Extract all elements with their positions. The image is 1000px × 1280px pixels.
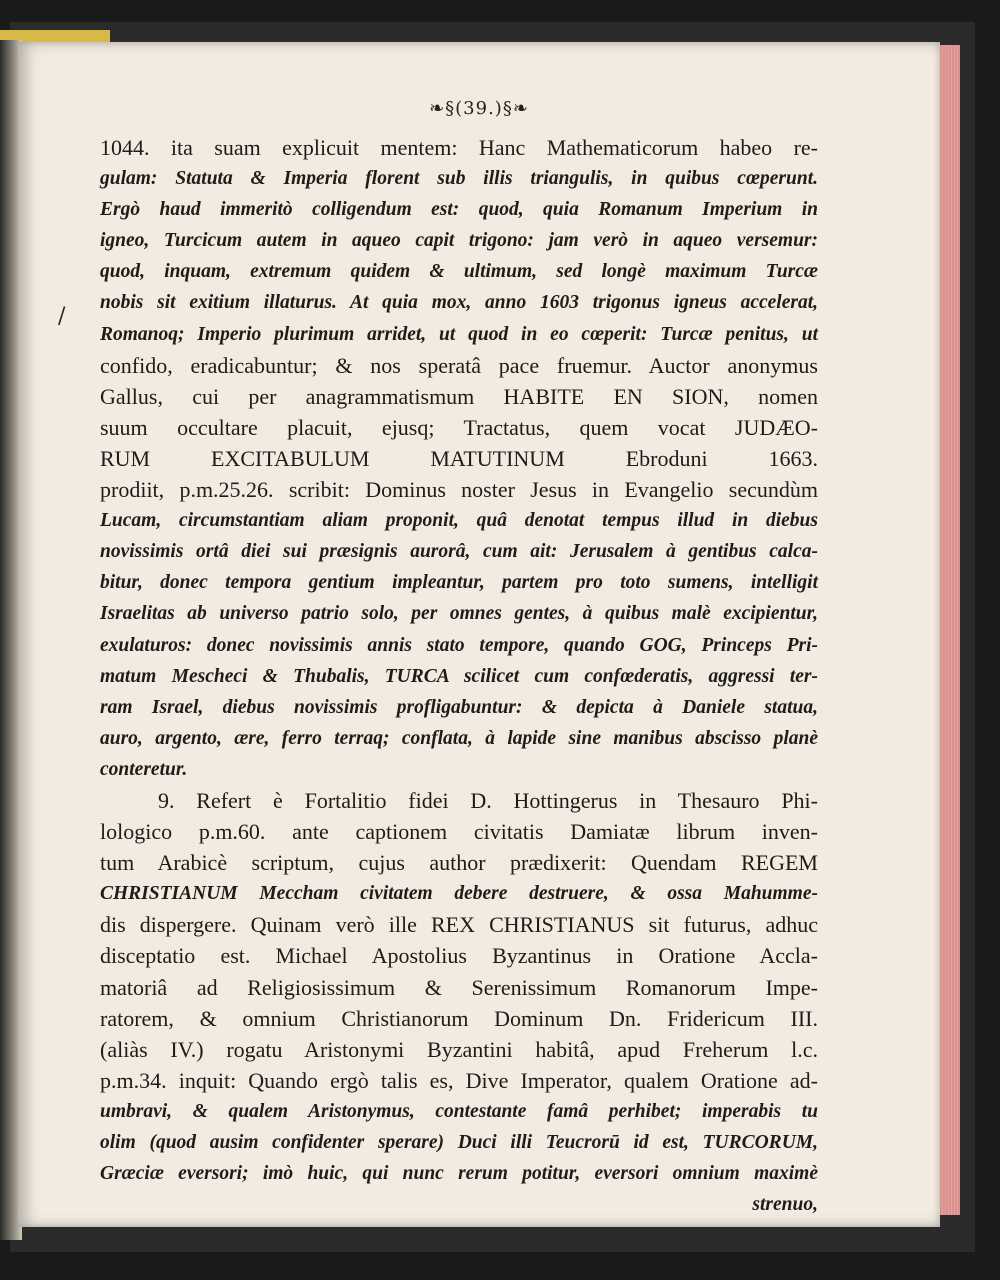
text-line: auro, argento, ære, ferro terraq; conflata, à lapide sine manibus abscisso planè	[100, 727, 818, 749]
text-line: 9. Refert è Fortalitio fidei D. Hottingerus in Thesauro Phi-	[158, 787, 818, 813]
text-line: disceptatio est. Michael Apostolius Byzantinus in Oratione Accla-	[100, 943, 818, 969]
text-line: novissimis ortâ diei sui præsignis aurorâ, cum ait: Jerusalem à gentibus calca-	[100, 541, 818, 563]
text-line: quod, inquam, extremum quidem & ultimum, sed longè maximum Turcæ	[100, 261, 818, 283]
text-line: ram Israel, diebus novissimis profligabuntur: & depicta à Daniele statua,	[100, 696, 818, 718]
text-line: nobis sit exitium illaturus. At quia mox, anno 1603 trigonus igneus accelerat,	[100, 292, 818, 314]
book-page	[18, 42, 940, 1227]
text-line: matoriâ ad Religiosissimum & Serenissimum Romanorum Impe-	[100, 974, 818, 1000]
text-line: gulam: Statuta & Imperia florent sub illis triangulis, in quibus cœperunt.	[100, 168, 818, 190]
text-line: confido, eradicabuntur; & nos speratâ pace fruemur. Auctor anonymus	[100, 352, 818, 378]
running-head-page-number: ❧§(39.)§❧	[429, 98, 529, 119]
text-block	[100, 132, 818, 1220]
text-line: Romanoq; Imperio plurimum arridet, ut quod in eo cœperit: Turcæ penitus, ut	[100, 323, 818, 345]
text-line: prodiit, p.m.25.26. scribit: Dominus noster Jesus in Evangelio secundùm	[100, 477, 818, 503]
text-line: Lucam, circumstantiam aliam proponit, quâ denotat tempus illud in diebus	[100, 510, 818, 532]
text-line: umbravi, & qualem Aristonymus, contestante famâ perhibet; imperabis tu	[100, 1100, 818, 1122]
text-line: ratorem, & omnium Christianorum Dominum Dn. Fridericum III.	[100, 1005, 818, 1031]
text-line: strenuo,	[752, 1194, 818, 1216]
text-line: Ergò haud immeritò colligendum est: quod, quia Romanum Imperium in	[100, 199, 818, 221]
text-line: 1044. ita suam explicuit mentem: Hanc Mathematicorum habeo re-	[100, 135, 818, 160]
text-line: RUM EXCITABULUM MATUTINUM Ebroduni 1663.	[100, 445, 818, 471]
text-line: conteretur.	[100, 758, 188, 780]
text-line: Israelitas ab universo patrio solo, per omnes gentes, à quibus malè excipientur,	[100, 603, 818, 625]
text-line: p.m.34. inquit: Quando ergò talis es, Dive Imperator, qualem Oratione ad-	[100, 1067, 818, 1093]
margin-mark: /	[58, 304, 66, 329]
text-line: olim (quod ausim confidenter sperare) Duci illi Teucrorū id est, TURCORUM,	[100, 1132, 818, 1153]
text-line: tum Arabicè scriptum, cujus author prædixerit: Quendam REGEM	[100, 850, 818, 876]
text-line: matum Mescheci & Thubalis, TURCA scilicet cum confœderatis, aggressi ter-	[100, 665, 818, 687]
text-line: lologico p.m.60. ante captionem civitatis Damiatæ librum inven-	[100, 819, 818, 845]
text-line: exulaturos: donec novissimis annis stato tempore, quando GOG, Princeps Pri-	[100, 634, 818, 656]
text-line: bitur, donec tempora gentium impleantur, partem pro toto sumens, intelligit	[100, 572, 818, 594]
text-line: suum occultare placuit, ejusq; Tractatus, quem vocat JUDÆO-	[100, 414, 818, 440]
text-line: CHRISTIANUM Meccham civitatem debere destruere, & ossa Mahumme-	[100, 883, 818, 905]
text-line: Gallus, cui per anagrammatismum HABITE EN SION, nomen	[100, 383, 818, 409]
text-line: Græciæ eversori; imò huic, qui nunc rerum potitur, eversori omnium maximè	[100, 1163, 818, 1185]
text-line: dis dispergere. Quinam verò ille REX CHRISTIANUS sit futurus, adhuc	[100, 912, 818, 938]
text-line: (aliàs IV.) rogatu Aristonymi Byzantini habitâ, apud Freherum l.c.	[100, 1036, 818, 1062]
text-line: igneo, Turcicum autem in aqueo capit trigono: jam verò in aqueo versemur:	[100, 230, 818, 252]
